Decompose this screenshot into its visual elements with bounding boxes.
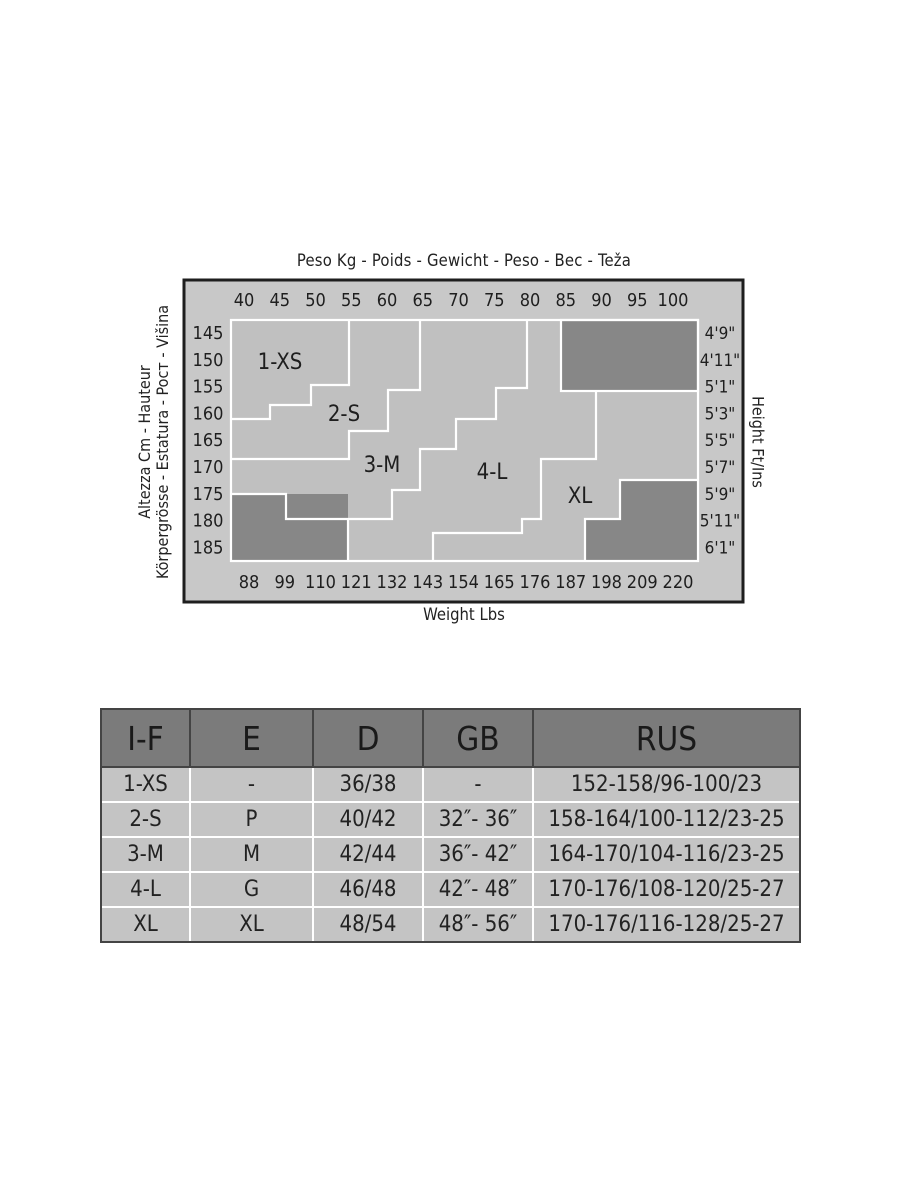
tick-label-kg: 95 (626, 290, 648, 311)
tick-label-kg: 75 (483, 290, 505, 311)
header-e: E (190, 709, 313, 767)
tick-label-ft: 5'3" (704, 404, 736, 425)
left-title-line2: Körpergrösse - Estatura - Pocт - Višina (153, 304, 172, 580)
cell-gb: - (423, 767, 533, 802)
tick-label-kg: 50 (305, 290, 326, 311)
tick-label-lbs: 198 (591, 572, 622, 593)
tick-label-cm: 180 (192, 510, 224, 532)
tick-label-cm: 185 (192, 537, 224, 559)
cell-d: 40/42 (313, 802, 423, 837)
tick-label-ft: 5'1" (704, 377, 736, 398)
cell-i-f: 1-XS (101, 767, 190, 802)
tick-label-kg: 60 (376, 290, 398, 311)
cell-e: XL (190, 907, 313, 942)
header-i-f: I-F (101, 709, 190, 767)
cell-d: 42/44 (313, 837, 423, 872)
tick-label-ft: 5'11" (699, 511, 741, 532)
zone-label: 4-L (476, 460, 508, 485)
zone-label: 1-XS (257, 350, 303, 375)
chart-top-title: Peso Kg - Poids - Gewicht - Peso - Bec - Teža (296, 251, 632, 270)
table-row (101, 802, 800, 837)
tick-label-cm: 155 (192, 376, 224, 398)
cell-rus: 158-164/100-112/23-25 (533, 802, 800, 837)
tick-label-lbs: 209 (626, 572, 658, 593)
tick-label-ft: 5'5" (704, 431, 736, 452)
tick-label-cm: 150 (192, 349, 224, 371)
table-row (101, 767, 800, 802)
tick-label-kg: 45 (269, 290, 291, 311)
tick-label-kg: 100 (657, 290, 689, 311)
tick-label-lbs: 99 (274, 572, 296, 593)
cell-d: 46/48 (313, 872, 423, 907)
tick-label-cm: 175 (192, 483, 224, 505)
cell-e: G (190, 872, 313, 907)
zone-label: 3-M (363, 453, 401, 478)
tick-label-lbs: 154 (448, 572, 479, 593)
chart-right-title: Height Ft/Ins (748, 396, 768, 488)
cell-gb: 32″- 36″ (423, 802, 533, 837)
cell-d: 36/38 (313, 767, 423, 802)
cell-e: M (190, 837, 313, 872)
cell-rus: 152-158/96-100/23 (533, 767, 800, 802)
cell-d: 48/54 (313, 907, 423, 942)
cell-rus: 164-170/104-116/23-25 (533, 837, 800, 872)
tick-label-ft: 5'9" (704, 484, 736, 505)
cell-gb: 42″- 48″ (423, 872, 533, 907)
left-title-line1: Altezza Cm - Hauteur (135, 365, 154, 519)
tick-label-lbs: 110 (305, 572, 336, 593)
tick-label-lbs: 165 (483, 572, 515, 593)
tick-label-lbs: 143 (412, 572, 444, 593)
tick-label-cm: 165 (192, 430, 224, 452)
header-d: D (313, 709, 423, 767)
tick-label-lbs: 220 (662, 572, 694, 593)
tick-label-kg: 40 (233, 290, 255, 311)
zone-label: XL (567, 484, 593, 509)
table-row (101, 837, 800, 872)
tick-label-cm: 145 (192, 323, 224, 344)
cell-i-f: 4-L (101, 872, 190, 907)
cell-gb: 36″- 42″ (423, 837, 533, 872)
tick-label-ft: 4'9" (704, 324, 736, 344)
cell-i-f: 3-M (101, 837, 190, 872)
tick-label-ft: 5'7" (704, 458, 736, 478)
cell-i-f: XL (101, 907, 190, 942)
tick-label-cm: 170 (192, 457, 224, 478)
tick-label-kg: 65 (412, 290, 434, 311)
tick-label-lbs: 132 (376, 572, 408, 593)
tick-label-cm: 160 (192, 403, 224, 425)
tick-label-ft: 4'11" (699, 350, 741, 371)
header-gb: GB (423, 709, 533, 767)
excluded-region-bottom-left (231, 494, 348, 561)
tick-label-kg: 55 (340, 290, 362, 311)
tick-label-lbs: 121 (340, 572, 372, 593)
cell-e: P (190, 802, 313, 837)
tick-label-kg: 80 (519, 290, 541, 311)
chart-bottom-title: Weight Lbs (423, 605, 505, 624)
table-row (101, 907, 800, 942)
cell-i-f: 2-S (101, 802, 190, 837)
table-row (101, 872, 800, 907)
zone-label: 2-S (327, 402, 361, 427)
cell-gb: 48″- 56″ (423, 907, 533, 942)
header-rus: RUS (533, 709, 800, 767)
cell-rus: 170-176/116-128/25-27 (533, 907, 800, 942)
size-table-header-row (101, 709, 800, 767)
tick-label-lbs: 187 (555, 572, 587, 593)
tick-label-kg: 85 (555, 290, 577, 311)
excluded-region-top-right (561, 320, 698, 391)
tick-label-kg: 90 (591, 290, 612, 311)
tick-label-kg: 70 (448, 290, 469, 311)
tick-label-lbs: 176 (519, 572, 551, 593)
tick-label-ft: 6'1" (704, 538, 736, 559)
chart-left-title (136, 305, 172, 579)
cell-e: - (190, 767, 313, 802)
cell-rus: 170-176/108-120/25-27 (533, 872, 800, 907)
size-conversion-table (100, 708, 801, 943)
tick-label-lbs: 88 (238, 572, 260, 593)
